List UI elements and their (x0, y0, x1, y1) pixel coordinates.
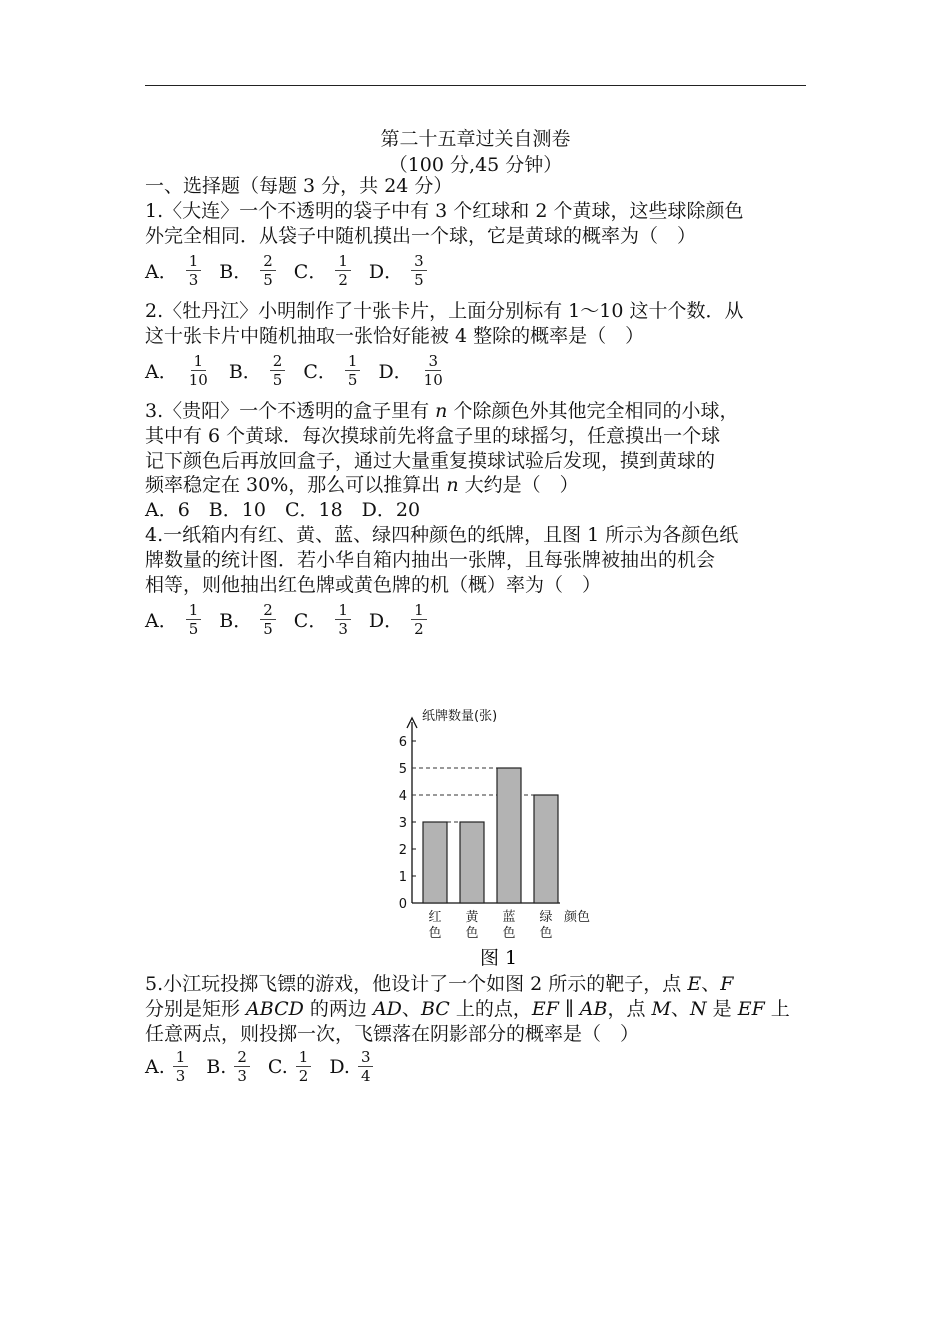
q5-line2: 分别是矩形 ABCD 的两边 AD、BC 上的点，EF ∥ AB，点 M、N 是 EF 上 (145, 998, 790, 1020)
q4-option-d[interactable]: D． $\frac{1}{2}$ (369, 601, 445, 638)
q4-option-c[interactable]: C． $\frac{1}{3}$ (294, 601, 369, 638)
figure-caption: 图 1 (480, 947, 518, 969)
category-label: 红 (428, 910, 442, 925)
y-tick-label: 1 (398, 870, 407, 885)
q4-line3: 相等，则他抽出红色牌或黄色牌的机（概）率为（ ） (145, 574, 602, 596)
category-label: 黄 (465, 910, 479, 925)
page-title: 第二十五章过关自测卷 (380, 128, 571, 150)
q4-line2: 牌数量的统计图．若小华自箱内抽出一张牌，且每张牌被抽出的机会 (145, 549, 716, 571)
page-subtitle: （100 分,45 分钟） (388, 154, 563, 176)
category-label: 绿 (539, 910, 553, 925)
bar-4 (534, 795, 558, 903)
y-tick-label: 6 (398, 735, 407, 750)
q3-line2: 其中有 6 个黄球．每次摸球前先将盒子里的球摇匀，任意摸出一个球 (145, 425, 721, 447)
q5-options (145, 1048, 391, 1085)
y-tick-label: 0 (398, 897, 407, 912)
category-label: 蓝 (502, 910, 516, 925)
q1-line1: 1.〈大连〉一个不透明的袋子中有 3 个红球和 2 个黄球，这些球除颜色 (145, 200, 744, 222)
q4-option-b[interactable]: B． $\frac{2}{5}$ (219, 601, 294, 638)
q5-option-c[interactable]: C. $\frac{1}{2}$ (268, 1048, 329, 1085)
q1-option-d[interactable]: D． $\frac{3}{5}$ (369, 252, 445, 289)
q4-line1: 4.一纸箱内有红、黄、蓝、绿四种颜色的纸牌，且图 1 所示为各颜色纸 (145, 524, 739, 546)
q2-option-b[interactable]: B． $\frac{2}{5}$ (229, 352, 304, 389)
q2-line2: 这十张卡片中随机抽取一张恰好能被 4 整除的概率是（ ） (145, 325, 645, 347)
q2-option-d[interactable]: D． $\frac{3}{10}$ (378, 352, 443, 389)
q5-option-a[interactable]: A. $\frac{1}{3}$ (145, 1048, 206, 1085)
q3-var-n: n (435, 400, 448, 422)
q4-option-a[interactable]: A． $\frac{1}{5}$ (145, 601, 219, 638)
q2-option-c[interactable]: C． $\frac{1}{5}$ (303, 352, 378, 389)
q5-option-b[interactable]: B. $\frac{2}{3}$ (206, 1048, 268, 1085)
q5-line1: 5.小江玩投掷飞镖的游戏，他设计了一个如图 2 所示的靶子，点 E、F (145, 973, 734, 995)
section-heading: 一、选择题（每题 3 分，共 24 分） (145, 175, 453, 197)
q1-line2: 外完全相同．从袋子中随机摸出一个球，它是黄球的概率为（ ） (145, 225, 697, 247)
y-tick-label: 2 (398, 843, 407, 858)
y-axis-label: 纸牌数量(张) (422, 709, 498, 724)
q1-option-b[interactable]: B． $\frac{2}{5}$ (219, 252, 294, 289)
q1-options (145, 252, 445, 289)
category-label: 色 (428, 926, 442, 941)
q2-options (145, 352, 464, 389)
category-label: 色 (539, 926, 553, 941)
bar-1 (423, 822, 447, 903)
q3-options[interactable]: A．6 B．10 C．18 D．20 (145, 499, 421, 521)
bar-3 (497, 768, 521, 903)
category-label: 色 (465, 926, 479, 941)
q2-option-a[interactable]: A． $\frac{1}{10}$ (145, 352, 208, 389)
q1-option-a[interactable]: A． $\frac{1}{3}$ (145, 252, 219, 289)
top-rule (145, 85, 806, 86)
q3-line1: 3.〈贵阳〉一个不透明的盒子里有 n 个除颜色外其他完全相同的小球， (145, 400, 739, 422)
q4-options (145, 601, 445, 638)
q3-line4: 频率稳定在 30%，那么可以推算出 n 大约是（ ） (145, 474, 579, 496)
q3-line3: 记下颜色后再放回盒子，通过大量重复摸球试验后发现，摸到黄球的 (145, 450, 716, 472)
y-tick-label: 5 (398, 762, 407, 777)
bar-2 (460, 822, 484, 903)
figure-1-bar-chart (390, 700, 610, 975)
q3-var-n2: n (446, 474, 459, 496)
x-axis-label: 颜色 (564, 910, 591, 925)
q5-line3: 任意两点，则投掷一次，飞镖落在阴影部分的概率是（ ） (145, 1023, 640, 1045)
y-tick-label: 4 (398, 789, 407, 804)
category-label: 色 (502, 926, 516, 941)
y-tick-label: 3 (398, 816, 407, 831)
q5-option-d[interactable]: D. $\frac{3}{4}$ (329, 1048, 391, 1085)
q2-line1: 2.〈牡丹江〉小明制作了十张卡片，上面分别标有 1～10 这十个数．从 (145, 300, 744, 322)
q1-option-c[interactable]: C． $\frac{1}{2}$ (294, 252, 369, 289)
